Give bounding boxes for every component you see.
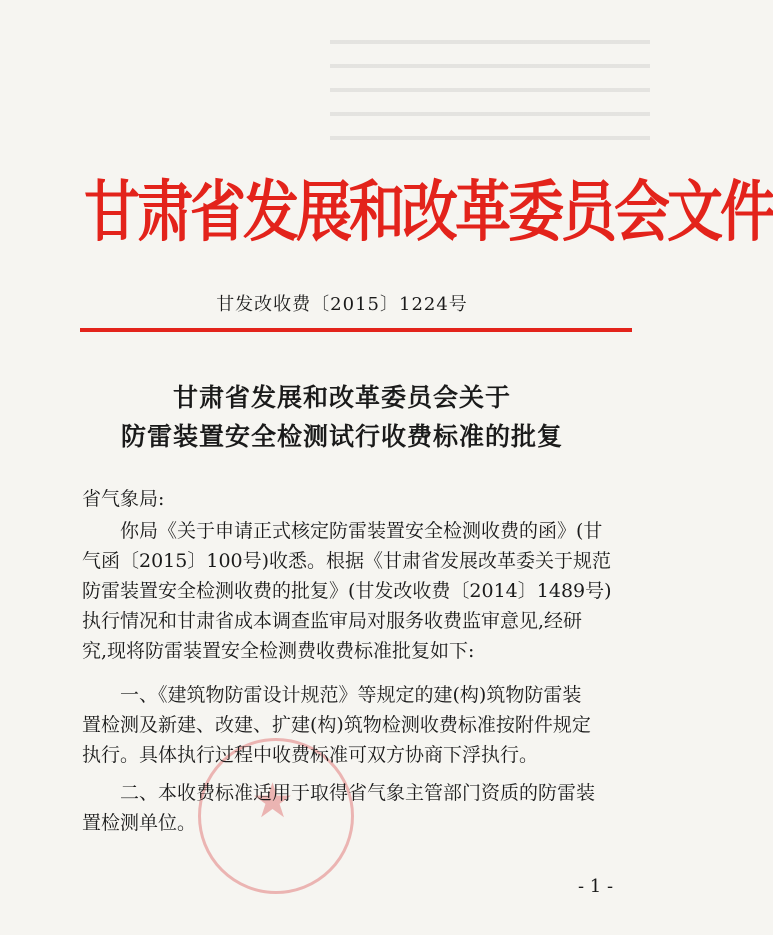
paragraph-1-line: 气函〔2015〕100号)收悉。根据《甘肃省发展改革委关于规范 <box>82 550 612 572</box>
paragraph-1-line: 执行情况和甘肃省成本调查监审局对服务收费监审意见,经研 <box>82 610 583 632</box>
red-divider <box>80 328 632 332</box>
paragraph-3-line: 二、本收费标准适用于取得省气象主管部门资质的防雷装 <box>120 782 596 804</box>
document-number: 甘发改收费〔2015〕1224号 <box>216 294 468 315</box>
paragraph-2-line: 执行。具体执行过程中收费标准可双方协商下浮执行。 <box>82 744 539 766</box>
paragraph-3 <box>82 778 634 838</box>
red-header-title: 甘肃省发展和改革委员会文件 <box>84 172 773 251</box>
paragraph-2 <box>82 680 634 770</box>
paragraph-2-line: 一、《建筑物防雷设计规范》等规定的建(构)筑物防雷装 <box>120 684 582 706</box>
document-title-line2: 防雷装置安全检测试行收费标准的批复 <box>120 422 563 451</box>
document-title-line1: 甘肃省发展和改革委员会关于 <box>172 383 511 412</box>
paragraph-3-line: 置检测单位。 <box>82 812 197 834</box>
paragraph-1-line: 你局《关于申请正式核定防雷装置安全检测收费的函》(甘 <box>120 520 603 542</box>
paragraph-1-line: 防雷装置安全检测收费的批复》(甘发改收费〔2014〕1489号) <box>82 580 612 602</box>
paragraph-1-line: 究,现将防雷装置安全检测费收费标准批复如下: <box>82 640 475 662</box>
paragraph-2-line: 置检测及新建、改建、扩建(构)筑物检测收费标准按附件规定 <box>82 714 591 736</box>
paragraph-1 <box>82 516 634 666</box>
salutation-text: 省气象局: <box>82 488 165 510</box>
page-number: - 1 - <box>578 876 614 897</box>
bleed-through-text <box>330 30 650 140</box>
salutation <box>82 484 634 514</box>
